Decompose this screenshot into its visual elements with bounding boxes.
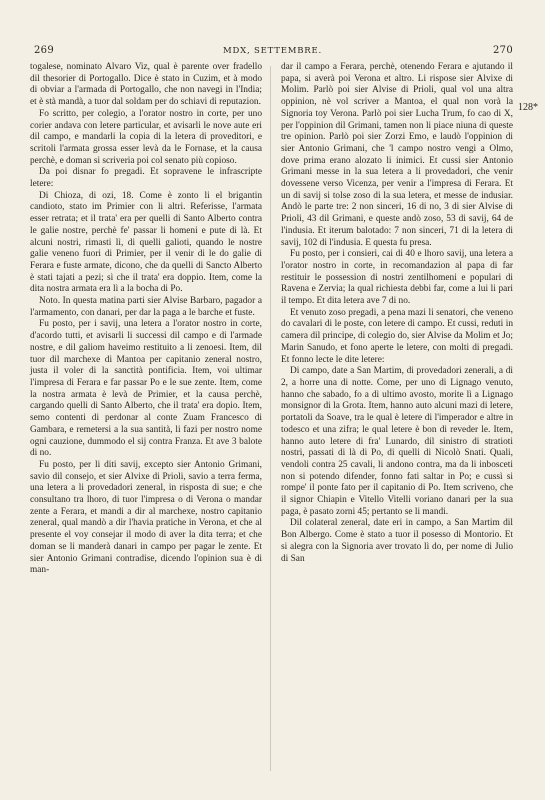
paragraph: Di campo, date a San Martim, di provedadori zenerali, a dì 2, a horre una di notte. Come, per uno di Lignago venuto, hanno che sabado, fo a dì ultimo avosto, morite lì a Lignago monsignor di la Grota. Item, hanno auto alcuni mazi di letere, portatoli da Soave, tra le qual è letere di l'imperador e altre in todesco et una zifra; le qual letere è bon di reveder le. Item, hanno auto letere di fra' Lunardo, dil sinistro di stratioti nostri, passati di là di Po, di quelli di Nicolò Snati. Quali, vendoli contra 25 cavali, li andono contra, ma da li inbosceti non si potendo difender, fonno fati saltar in Po; e cussì si rompe' il ponte fato per il capitanio di Po. Item scriveno, che il signor Chiapin e Vitello Vitelli voriano danari per la sua paga, è pasato zorni 45; pertanto se li mandi. xyxy=(281,366,513,517)
margin-note: 128* xyxy=(518,102,538,113)
page-number-right: 270 xyxy=(493,45,513,56)
paragraph: dar il campo a Ferara, perchè, otenendo Ferara e ajutando il papa, si averà poi Verona et altro. Li rispose sier Alvixe di Molim. Parlò poi sier Alvise di Prioli, qual vol una altra oppinion, nè vol scriver a Mantoa, el qual non vorà la Signoria toy Verona. Parlò poi sier Lucha Trum, fo cao di X, per l'oppinion dil Grimani, tamen non li piace niuna di queste tre opinion. Parlò poi sier Zorzi Emo, e laudò l'oppinion di sier Antonio Grimani, che 'l campo nostro vengi a Olmo, dove prima erano alozato li inimici. Et cussi sier Antonio Grimani messe in la sua letera a li provedadori, che venir dovessene verso Vicenza, per venir a l'impresa di Ferara. Et un di savij si tolse zoso di la sua letera, et messe de indusiar. Andò le parte tre: 2 non sinceri, 16 di no, 3 di sier Alvise di Prioli, 43 dil Grimani, e queste andò zoso, 53 di savij, 64 de l'indusia. Et iterum balotado: 7 non sinceri, 71 di la letera di savij, 102 di l'indusia. E questa fu presa. xyxy=(281,62,513,248)
paragraph: Fu posto, per i savij, una letera a l'orator nostro in corte, d'acordo tutti, et avisarli li successi dil campo e di l'armade nostre, e dil galiom haveimo restituito a li zenoesi. Item, dil tuor dil marchexe di Mantoa per capitanio zeneral nostro, justa il voler di la sanctità pontificia. Item, voi ultimar l'impresa di Ferara e far passar Po e le sue zente. Item, come la nostra armata è levà de Primier, et la causa perchè, cargando quelli di Santo Alberto, che il trata' era dopio. Item, semo contenti di perdonar al conte Zuam Francesco di Gambara, e remetersi a la sua santità, li fazi per nostro nome ogni cauzione, dummodo el sij contra Franza. Et ave 3 balote di no. xyxy=(30,319,262,459)
paragraph: togalese, nominato Alvaro Viz, qual è parente over fradello dil thesorier di Portogallo. Dice è stato in Cuzim, et à modo di obviar a l'armada di Portogallo, che non navegi in l'India; et è stà mandà, a tuor dal soldam per do schiavi di reputazion. xyxy=(30,62,262,108)
paragraph: Fo scritto, per colegio, a l'orator nostro in corte, per uno corier andava con letere particular, et avisarli le nove aute eri dil campo, e mandarli la copia di la letera di proveditori, e scritoli l'armata grossa esser levà da le Fornase, et la causa perchè, e doman si scriveria poi col senato più copioso. xyxy=(30,108,262,166)
paragraph: Di Chioza, di ozi, 18. Come è zonto li el brigantin candioto, stato im Primier con li altri. Referisse, l'armata esser retrata; et il trata' era per quelli di Santo Alberto contra le galie nostre, perchè fe' passar li homeni e pute di là. Et alcuni nostri, rimasti lì, di quelli galioti, quando le nostre galie veneno fuori di Primier, per il venir di le do galie di Ferara e fuste armate, dicono, che da quelli di Sancto Alberto è stati tajati a pezi; sì che il trata' era doppio. Item, come la dita nostra armata era lì a la bocha di Po. xyxy=(30,190,262,295)
page-number-left: 269 xyxy=(34,45,54,56)
paragraph: Dil colateral zeneral, date eri in campo, a San Martim dil Bon Albergo. Come è stato a tuor il posesso di Montorio. Et si alegra con la Signoria aver trovato lì do, per nome di Julio di San xyxy=(281,518,513,564)
paragraph: Noto. In questa matina parti sier Alvise Barbaro, pagador a l'armamento, con danari, per dar la paga a le barche et fuste. xyxy=(30,296,262,318)
paragraph: Fu posto, per i consieri, cai di 40 e lhoro savij, una letera a l'orator nostro in corte, in recomandazion al papa di far restituir le possession di nostri zentilhomeni e populari di Ravena e Zervia; la qual richiesta debbi far, come a lui li pari il tempo. Et dita letera ave 7 di no. xyxy=(281,249,513,307)
running-title: MDX, SETTEMBRE. xyxy=(223,46,322,56)
paragraph: Da poi disnar fo pregadi. Et sopravene le infrascripte letere: xyxy=(30,167,262,190)
paragraph: Fu posto, per li diti savij, excepto sier Antonio Grimani, savio dil consejo, et sier Alvixe di Prioli, savio a terra ferma, una letera a li provedadori zeneral, in risposta di sue; e che consultano tra lhoro, di tuor l'impresa o di Verona o mandar zente a Ferara, et mandi a dir al marchexe, nostro capitanio zeneral, qual mandò a dir l'havia pratiche in Verona, et che al presente el voy consejar il modo di aver la dita terra; et che doman se li manderà danari in campo per pagar le zente. Et sier Antonio Grimani contradise, dicendo l'opinion sua è di man- xyxy=(30,459,262,576)
paragraph: Et venuto zoso pregadi, a pena mazi li senatori, che veneno do cavalari di le poste, con letere di campo. Et cussi, reduti in camera dil principe, di colegio do, sier Alvise da Molim et Jo; Marin Sanudo, et fono aperte le letere, con molti di pregadi. Et fonno lecte le dite letere: xyxy=(281,307,513,365)
running-header xyxy=(0,45,545,59)
right-text-column xyxy=(281,62,513,565)
column-divider xyxy=(270,66,271,771)
left-text-column xyxy=(30,62,262,577)
